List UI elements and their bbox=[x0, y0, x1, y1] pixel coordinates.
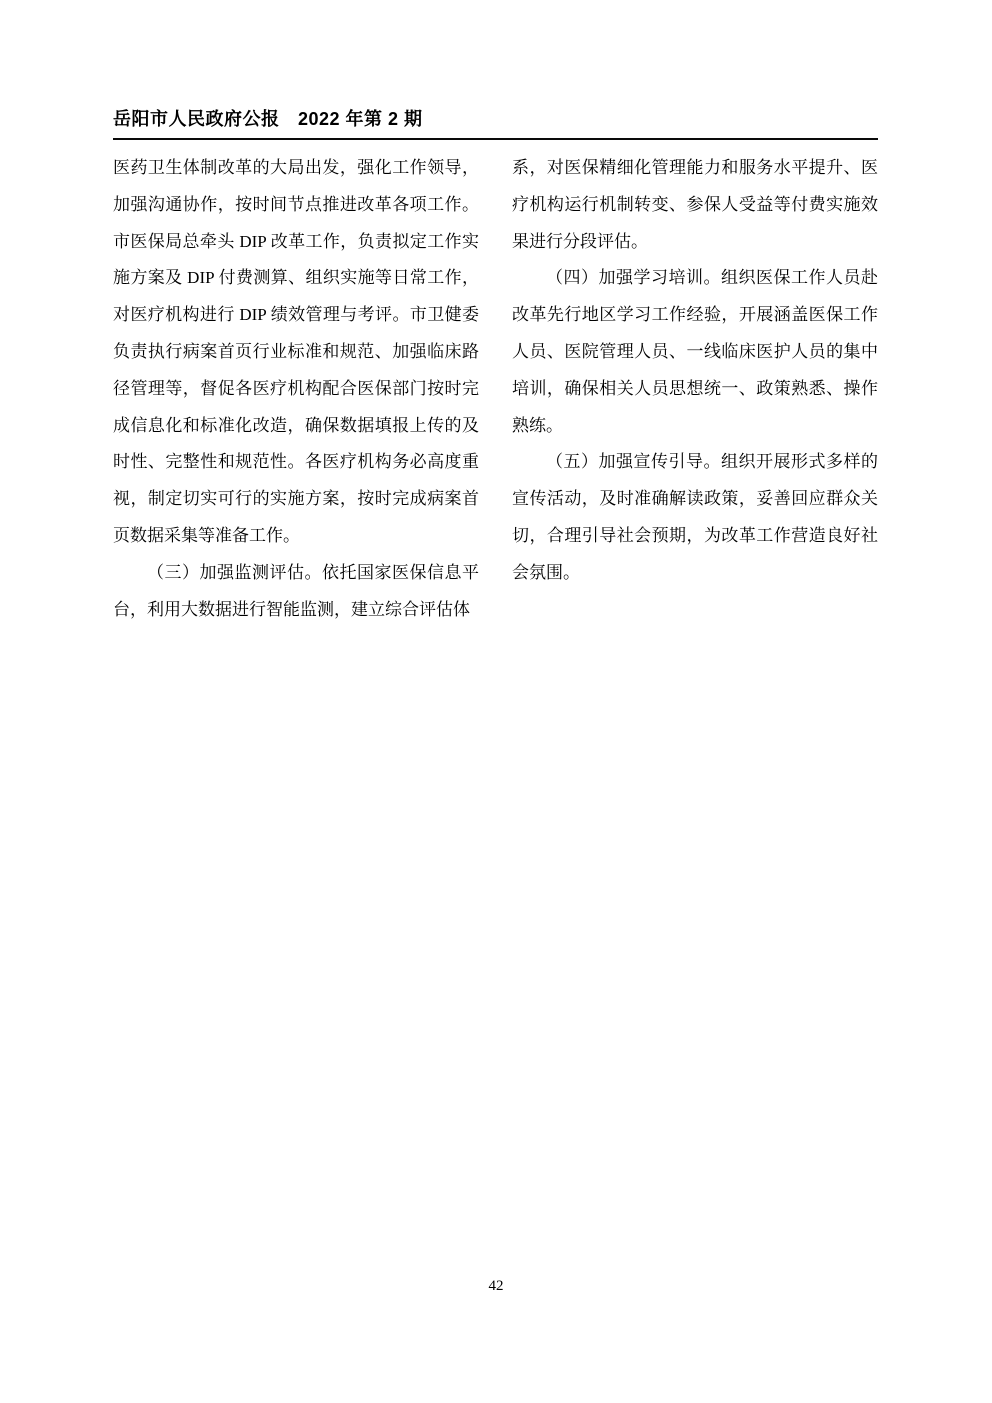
body-columns bbox=[113, 150, 878, 628]
header-title: 岳阳市人民政府公报 2022 年第 2 期 bbox=[113, 109, 423, 129]
paragraph-item-three: （三）加强监测评估。依托国家医保信息平台，利用大数据进行智能监测，建立综合评估体 bbox=[113, 562, 479, 619]
paragraph-continuation-left: 医药卫生体制改革的大局出发，强化工作领导，加强沟通协作，按时间节点推进改革各项工作。市医保局总牵头 DIP 改革工作，负责拟定工作实施方案及 DIP 付费测算、组织实施等日常工作，对医疗机构进行 DIP 绩效管理与考评。市卫健委负责执行病案首页行业标准和规范、加强临床路径管理等，督促各医疗机构配合医保部门按时完成信息化和标准化改造，确保数据填报上传的及时性、完整性和规范性。各医疗机构务必高度重视，制定切实可行的实施方案，按时完成病案首页数据采集等准备工作。 bbox=[113, 158, 479, 545]
header-divider bbox=[113, 138, 878, 140]
left-column bbox=[113, 150, 479, 628]
page-number: 42 bbox=[488, 1278, 504, 1294]
page-header bbox=[113, 106, 878, 140]
paragraph-item-five: （五）加强宣传引导。组织开展形式多样的宣传活动，及时准确解读政策，妥善回应群众关切，合理引导社会预期，为改革工作营造良好社会氛围。 bbox=[512, 452, 878, 582]
paragraph-continuation-right: 系，对医保精细化管理能力和服务水平提升、医疗机构运行机制转变、参保人受益等付费实施效果进行分段评估。 bbox=[512, 158, 878, 251]
right-column bbox=[512, 150, 878, 628]
paragraph-item-four: （四）加强学习培训。组织医保工作人员赴改革先行地区学习工作经验，开展涵盖医保工作人员、医院管理人员、一线临床医护人员的集中培训，确保相关人员思想统一、政策熟悉、操作熟练。 bbox=[512, 268, 878, 435]
